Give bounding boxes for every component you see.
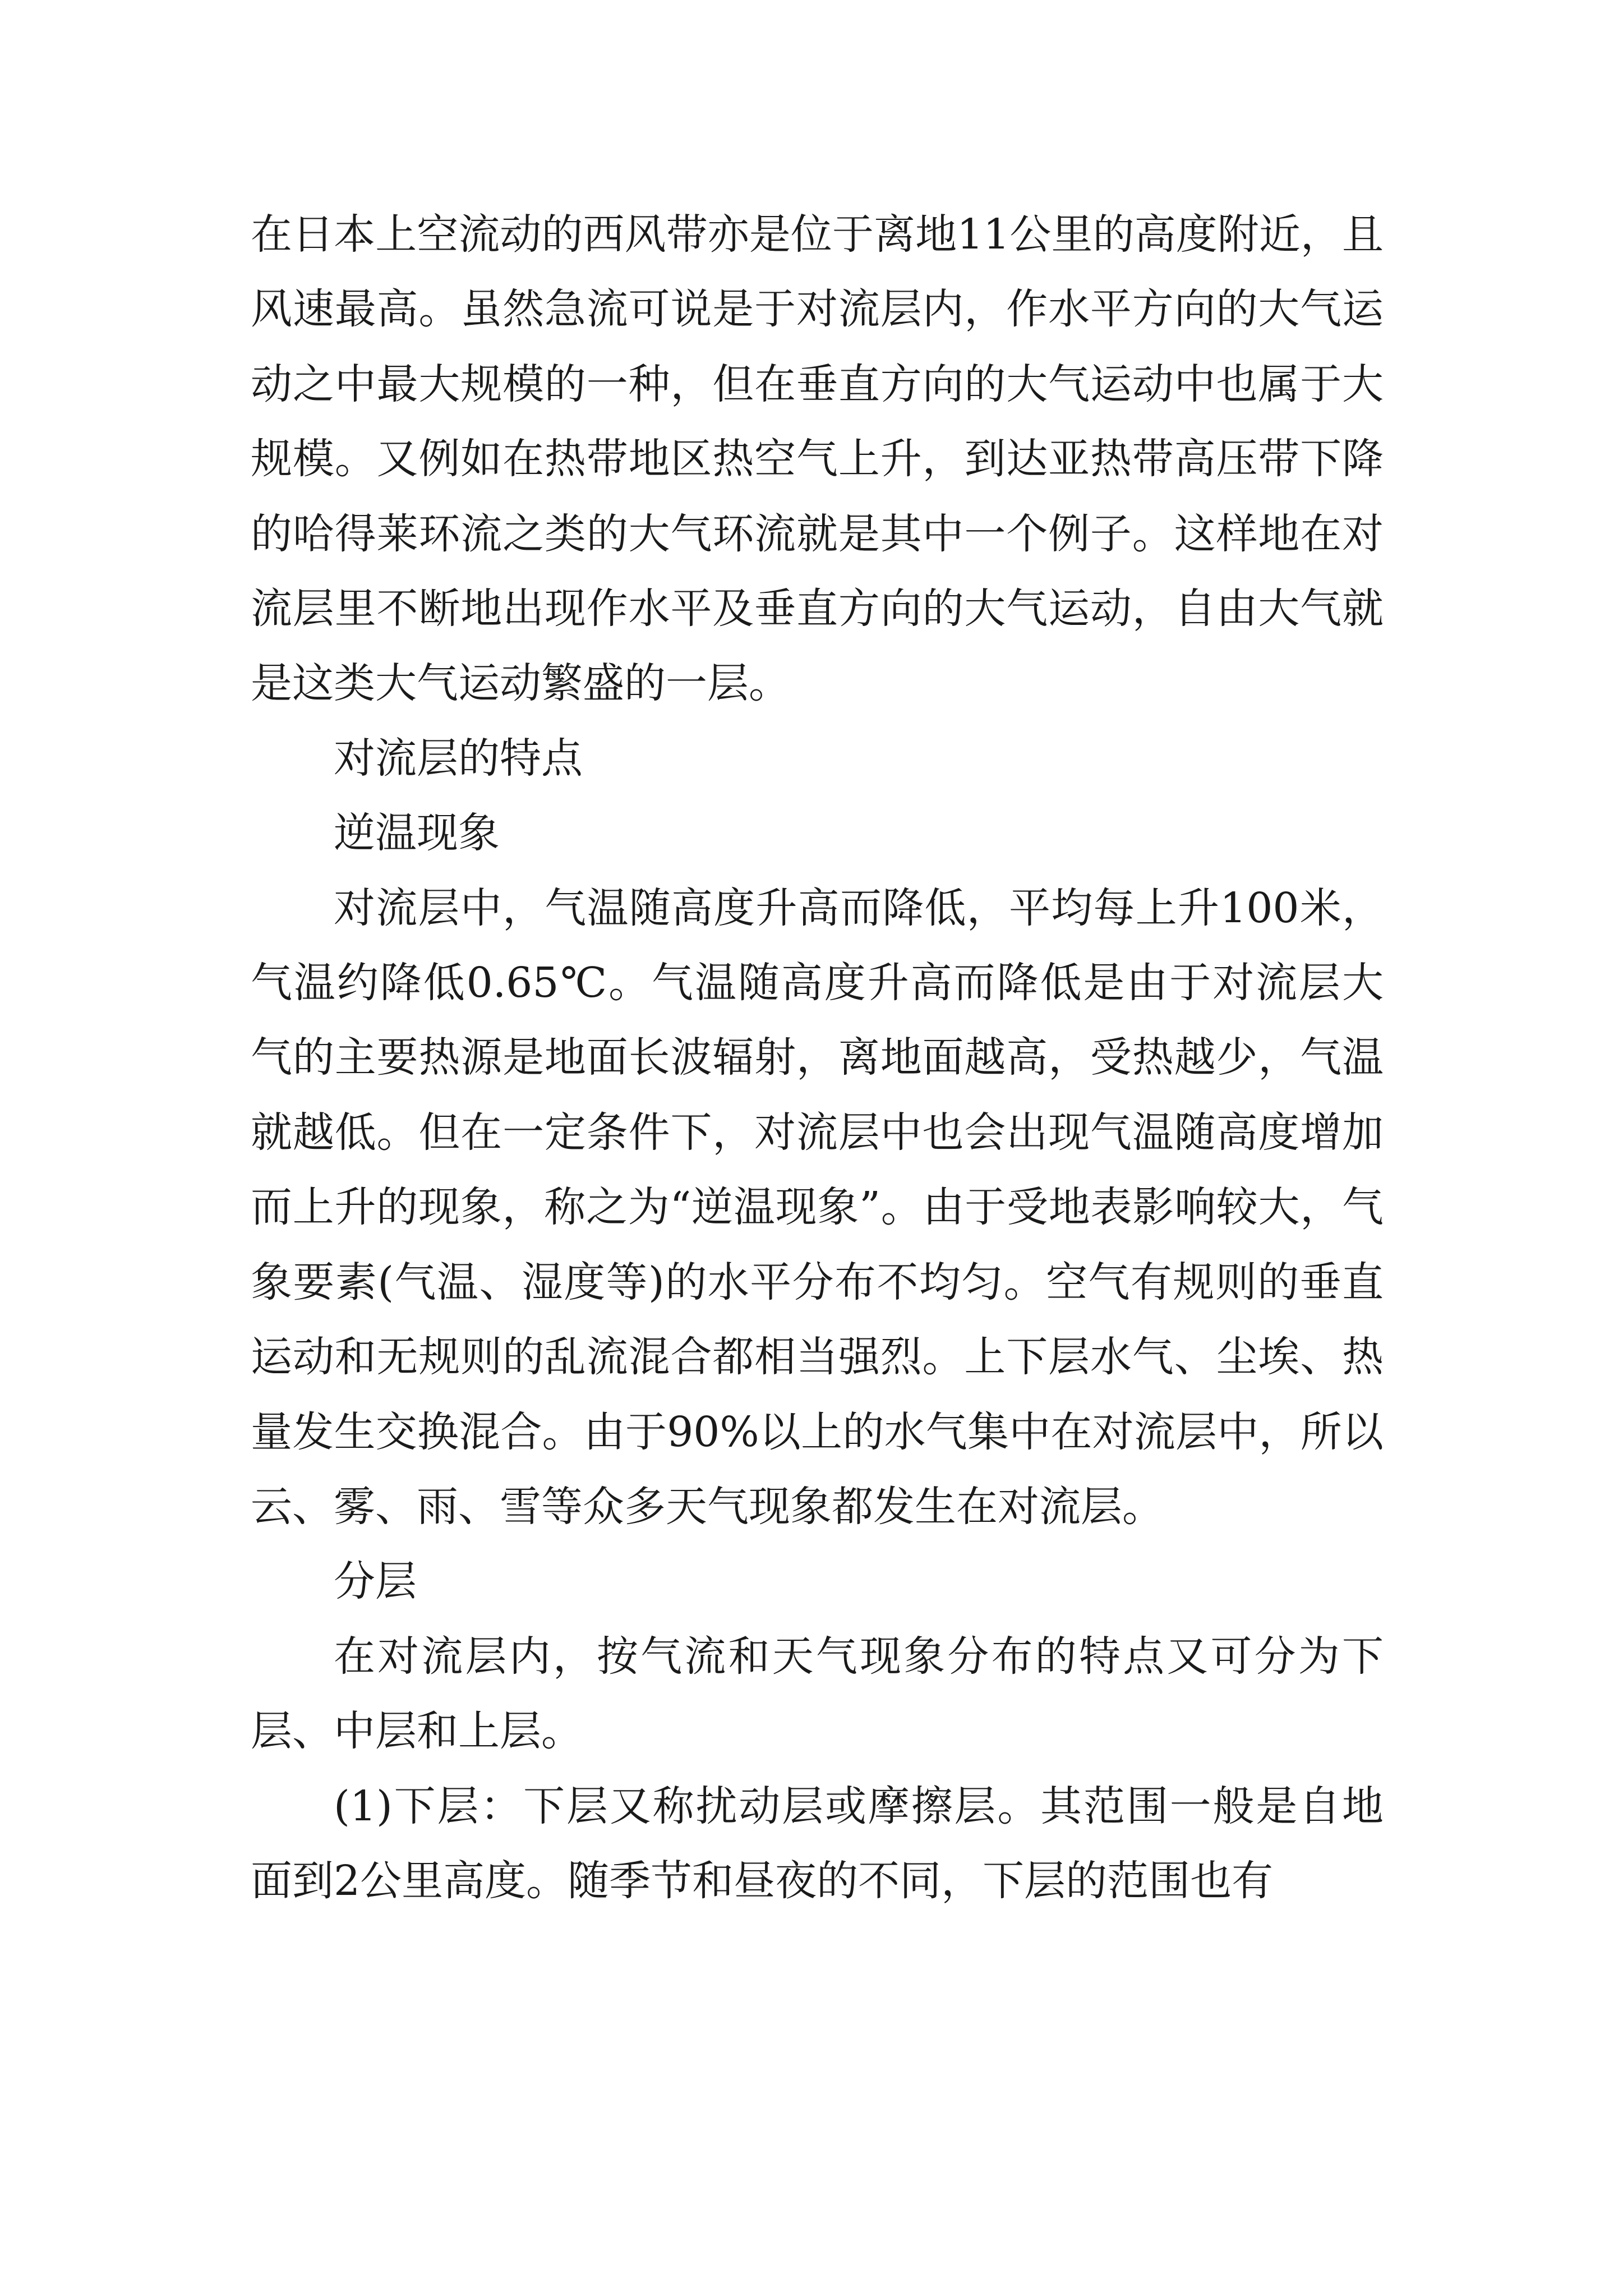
paragraph-lower-layer: (1)下层：下层又称扰动层或摩擦层。其范围一般是自地面到2公里高度。随季节和昼夜的不同，下层的范围也有 — [251, 1782, 1384, 1905]
document-body — [251, 197, 1384, 1918]
section-heading-troposphere-features: 对流层的特点 — [334, 734, 583, 783]
paragraph-temperature-inversion: 对流层中，气温随高度升高而降低，平均每上升100米，气温约降低0.65℃。气温随高度升高而降低是由于对流层大气的主要热源是地面长波辐射，离地面越高，受热越少，气温就越低。但在一定条件下，对流层中也会出现气温随高度增加而上升的现象，称之为“逆温现象”。由于受地表影响较大，气象要素(气温、湿度等)的水平分布不均匀。空气有规则的垂直运动和无规则的乱流混合都相当强烈。上下层水气、尘埃、热量发生交换混合。由于90%以上的水气集中在对流层中，所以云、雾、雨、雪等众多天气现象都发生在对流层。 — [251, 884, 1384, 1531]
section-heading-temperature-inversion: 逆温现象 — [334, 809, 500, 858]
paragraph-layers-intro: 在对流层内，按气流和天气现象分布的特点又可分为下层、中层和上层。 — [251, 1632, 1384, 1756]
paragraph-westerlies: 在日本上空流动的西风带亦是位于离地11公里的高度附近，且风速最高。虽然急流可说是于对流层内，作水平方向的大气运动之中最大规模的一种，但在垂直方向的大气运动中也属于大规模。又例如在热带地区热空气上升，到达亚热带高压带下降的哈得莱环流之类的大气环流就是其中一个例子。这样地在对流层里不断地出现作水平及垂直方向的大气运动，自由大气就是这类大气运动繁盛的一层。 — [251, 210, 1384, 708]
section-heading-layers: 分层 — [334, 1557, 417, 1606]
